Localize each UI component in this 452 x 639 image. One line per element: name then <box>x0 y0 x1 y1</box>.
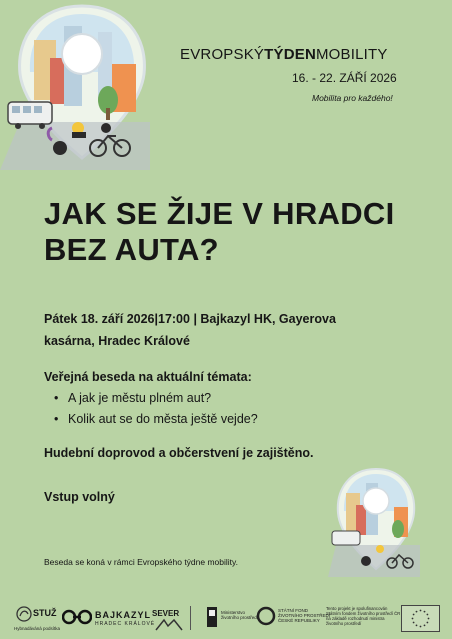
project-funding-text-2: Státním fondem životního prostředí ČR <box>326 611 401 616</box>
sfzp-logo-text-1: STÁTNÍ FOND <box>278 608 308 613</box>
mobility-week-pin-illustration <box>0 0 150 170</box>
project-funding-text-3: na základě rozhodnutí ministra <box>326 616 385 621</box>
mobility-week-dates: 16. - 22. ZÁŘÍ 2026 <box>292 71 397 85</box>
event-details <box>44 308 384 352</box>
free-entry-note: Vstup volný <box>44 490 115 504</box>
ministry-logo-text-1: Ministerstvo <box>221 610 246 615</box>
project-funding-text-1: Tento projekt je spolufinancován <box>326 606 388 611</box>
bajkazyl-logo-icon <box>62 609 92 625</box>
music-refreshments-note: Hudební doprovod a občerstvení je zajištěno. <box>44 446 314 460</box>
sever-logo-name: SEVER <box>152 609 180 618</box>
project-funding-text-4: životního prostředí <box>326 621 362 626</box>
sfzp-logo-text-2: ŽIVOTNÍHO PROSTŘEDÍ <box>278 613 331 618</box>
footer-logos <box>0 596 452 639</box>
mobility-week-slogan: Mobilita pro každého! <box>312 93 393 103</box>
brand-part-evropsky: EVROPSKÝ <box>180 46 265 63</box>
brand-part-tyden: TÝDEN <box>264 46 316 63</box>
mobility-week-pin-illustration-small <box>328 465 420 577</box>
list-item: • A jak je městu plném aut? <box>54 388 258 409</box>
eu-stars-icon <box>402 606 439 631</box>
stuz-logo-name: STUŽ <box>33 608 57 618</box>
sfzp-logo-text-3: ČESKÉ REPUBLIKY <box>278 618 320 623</box>
event-details-line-1: Pátek 18. září 2026|17:00 | Bajkazyl HK, Gayerova <box>44 312 336 326</box>
headline-line-1: JAK SE ŽIJE V HRADCI <box>44 196 395 231</box>
event-details-line-2: kasárna, Hradec Králové <box>44 334 190 348</box>
stuz-logo-icon <box>16 606 32 622</box>
divider <box>190 606 191 630</box>
sfzp-logo-icon <box>256 606 276 626</box>
brand-part-mobility: MOBILITY <box>315 46 388 63</box>
sever-logo-icon <box>154 618 184 632</box>
headline <box>44 196 424 268</box>
ministry-emblem-icon <box>206 606 218 628</box>
eu-flag-icon <box>401 605 440 632</box>
mobility-week-title <box>180 46 388 63</box>
bajkazyl-logo-name: BAJKAZYL <box>95 610 152 620</box>
bajkazyl-logo-subtitle: HRADEC KRÁLOVÉ <box>95 621 156 627</box>
stuz-logo-subtitle: Hybnadáváná podsítka <box>14 626 61 631</box>
ministry-logo-text-2: životního prostředí <box>221 615 259 620</box>
event-context-note: Beseda se koná v rámci Evropského týdne mobility. <box>44 557 239 567</box>
topics-list <box>54 388 258 430</box>
topics-heading: Veřejná beseda na aktuální témata: <box>44 370 252 384</box>
headline-line-2: BEZ AUTA? <box>44 232 219 267</box>
list-item: • Kolik aut se do města ještě vejde? <box>54 409 258 430</box>
